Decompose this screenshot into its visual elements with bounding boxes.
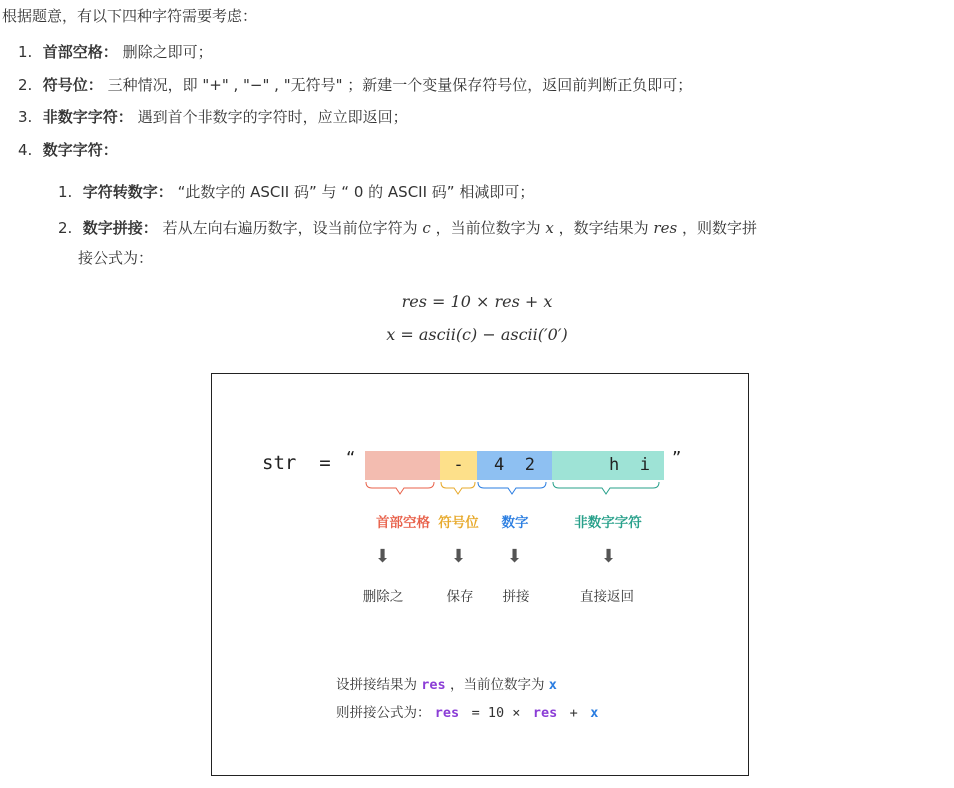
note-text: + — [561, 705, 586, 721]
sub-item-text: ，则数字拼 — [681, 219, 757, 237]
open-quote: “ — [346, 448, 356, 469]
formula-line-1: res = 10 × res + x — [401, 292, 553, 311]
item-number: 3. — [18, 108, 33, 126]
intro-text: 根据题意，有以下四种字符需要考虑： — [2, 7, 258, 25]
illustration-figure — [211, 373, 749, 776]
item-title: 数字字符： — [42, 140, 118, 159]
sub-item-text: ，数字结果为 — [558, 219, 649, 237]
list-item — [18, 138, 692, 171]
sub-item-number: 2. — [58, 219, 73, 237]
note-text: = 10 × — [463, 705, 529, 721]
brace-group — [212, 374, 747, 514]
cell-sign: - — [440, 451, 477, 480]
cell-digits: 4 2 — [477, 451, 552, 480]
item-number: 4. — [18, 140, 33, 159]
note-text: 则拼接公式为： — [336, 705, 431, 721]
considerations-list — [18, 40, 692, 170]
var-res: res — [653, 219, 678, 237]
brace-sign — [441, 482, 475, 494]
action-concat: 拼接 — [502, 589, 530, 605]
str-label: str = — [262, 452, 331, 474]
note-text: 设拼接结果为 — [336, 677, 417, 693]
var-c: c — [422, 219, 431, 237]
label-leading-space: 首部空格 — [376, 515, 430, 531]
var-x: x — [545, 219, 554, 237]
note-line-2 — [336, 701, 598, 721]
action-return: 直接返回 — [580, 589, 634, 605]
keyword-res: res — [532, 705, 558, 721]
list-item — [18, 105, 692, 138]
label-non-digit: 非数字字符 — [574, 515, 642, 531]
down-arrow-icon: ⬇ — [451, 546, 467, 567]
note-text: ，当前位数字为 — [449, 677, 545, 693]
list-item — [18, 40, 692, 73]
keyword-res: res — [421, 677, 446, 693]
formula-line-2: x = ascii(c) − ascii(′0′) — [386, 325, 568, 344]
down-arrow-icon: ⬇ — [375, 546, 391, 567]
close-quote: ” — [672, 448, 682, 469]
item-text: 三种情况，即 "+" , "−" , "无符号" ；新建一个变量保存符号位，返回前判断正负即可； — [107, 75, 693, 94]
sub-list-item — [58, 177, 948, 207]
list-item — [18, 73, 692, 106]
cell-non-digit: h i — [552, 451, 664, 480]
item-text: 删除之即可； — [122, 43, 213, 61]
sub-item-text: “此数字的 ASCII 码” 与 “ 0 的 ASCII 码” 相减即可； — [177, 183, 535, 201]
brace-space — [366, 482, 434, 494]
note-line-1 — [336, 673, 557, 693]
brace-digits — [478, 482, 546, 494]
down-arrow-icon: ⬇ — [601, 546, 617, 567]
sub-item-title: 字符转数字： — [82, 183, 173, 201]
item-title: 符号位： — [42, 75, 103, 94]
sub-item-title: 数字拼接： — [82, 219, 158, 237]
brace-nondigit — [553, 482, 659, 494]
keyword-res: res — [434, 705, 460, 721]
item-text: 遇到首个非数字的字符时，应立即返回； — [137, 108, 408, 126]
sub-list-item — [58, 213, 948, 273]
keyword-x: x — [548, 677, 557, 693]
item-number: 1. — [18, 43, 33, 61]
label-digits: 数字 — [501, 515, 529, 531]
action-save: 保存 — [446, 589, 474, 605]
sub-item-text: 接公式为： — [78, 249, 154, 267]
label-sign: 符号位 — [438, 515, 479, 531]
keyword-x: x — [590, 705, 599, 721]
down-arrow-icon: ⬇ — [507, 546, 523, 567]
action-delete: 删除之 — [362, 589, 404, 605]
sub-item-number: 1. — [58, 183, 73, 201]
sub-item-text: 若从左向右遍历数字，设当前位字符为 — [162, 219, 418, 237]
item-title: 首部空格： — [42, 43, 118, 61]
item-number: 2. — [18, 75, 33, 94]
item-title: 非数字字符： — [42, 108, 133, 126]
sub-item-text: ，当前位数字为 — [435, 219, 541, 237]
digit-sub-list — [58, 177, 948, 273]
